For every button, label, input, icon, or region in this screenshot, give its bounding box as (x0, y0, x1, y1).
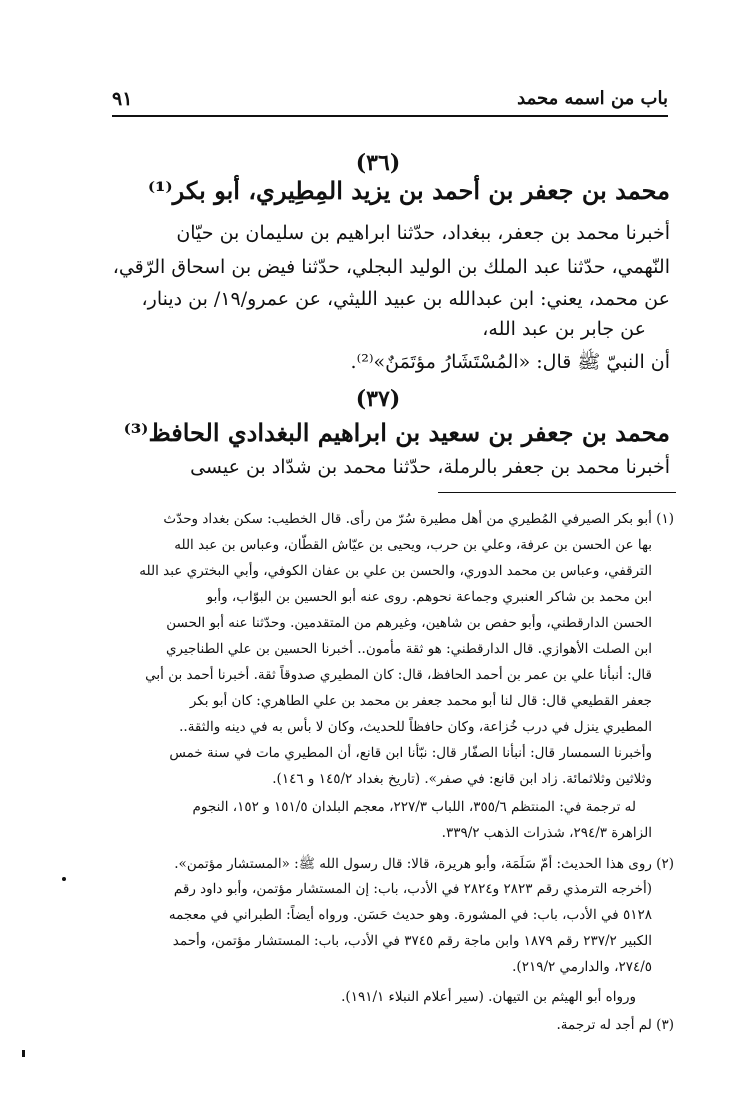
footnote-1-line-6: ابن الصلت الأهوازي. قال الدارقطني: هو ثقة مأمون.. أخبرنا الحسين بن علي الطناجيري (165, 641, 652, 657)
footnote-1-line-9: المطيري ينزل في درب خُزاعة، وكان حافظاً للحديث، وكان لا بأس به في دينه والثقة.. (179, 719, 652, 735)
footnote-2-line-2: (أخرجه الترمذي رقم ٢٨٢٣ و٢٨٢٤ في الأدب، باب: إن المستشار مؤتمن، وأبو داود رقم (173, 881, 652, 897)
footnote-2-line-5: ٢٧٤/٥، والدارمي ٢١٩/٢). (512, 959, 652, 975)
entry-number-36: (٣٦) (355, 150, 401, 176)
entry-heading-37: محمد بن جعفر بن سعيد بن ابراهيم البغدادي الحافظ⁽³⁾ (123, 418, 670, 447)
entry-heading-36: محمد بن جعفر بن أحمد بن يزيد المِطِيري، أبو بكر⁽¹⁾ (147, 176, 670, 205)
footnote-1-line-5: الحسن الدارقطني، وأبو حفص بن شاهين، وغيرهم من المتقدمين. وحدّثنا عنه أبو الحسن (166, 615, 652, 631)
entry-36-line-3: عن محمد، يعني: ابن عبدالله بن عبيد الليثي، عن عمرو/١٩/ بن دينار، (141, 288, 670, 310)
chapter-title: باب من اسمه محمد (517, 88, 668, 109)
footnote-2-line-6: ورواه أبو الهيثم بن التيهان. (سير أعلام النبلاء ١٩١/١). (341, 989, 636, 1005)
footnote-2-line-3: ٥١٢٨ في الأدب، باب: في المشورة. وهو حديث حَسَن. ورواه أيضاً: الطبراني في معجمه (168, 907, 652, 923)
entry-36-line-5: أن النبيّ ﷺ قال: «المُسْتَشَارُ مؤتَمَنٌ»⁽²⁾. (350, 351, 670, 373)
entry-36-line-2: النّهمي، حدّثنا عبد الملك بن الوليد البجلي، حدّثنا فيض بن اسحاق الرّقي، (112, 256, 670, 278)
entry-37-line-1: أخبرنا محمد بن جعفر بالرملة، حدّثنا محمد بن شدّاد بن عيسى (190, 456, 670, 478)
entry-36-line-4: عن جابر بن عبد الله، (482, 318, 646, 340)
header-divider (112, 115, 668, 117)
entry-36-line-1: أخبرنا محمد بن جعفر، ببغداد، حدّثنا ابراهيم بن سليمان بن حيّان (176, 222, 670, 244)
footnote-1-line-7: قال: أنبأنا علي بن عمر بن أحمد الحافظ، قال: كان المطيري صدوقاً ثقة. أخبرنا أحمد بن أبي (145, 667, 652, 683)
footnote-1-line-3: الترقفي، وعباس بن محمد الدوري، والحسن بن علي بن عفان الكوفي، وأبي البختري عبد الله (139, 563, 652, 579)
running-header (112, 86, 668, 114)
footnote-1-line-8: جعفر القطيعي قال: قال لنا أبو محمد جعفر بن محمد بن علي الطاهري: كان أبو بكر (189, 693, 652, 709)
margin-mark (62, 877, 66, 881)
entry-number-37: (٣٧) (355, 386, 401, 412)
footnote-divider (438, 492, 676, 493)
footnote-1-line-10: وأخبرنا السمسار قال: أنبأنا الصفّار قال: نبّأنا ابن قانع، أن المطيري مات في سنة خمس (169, 745, 652, 761)
footnote-1-line-4: ابن محمد بن شاكر العنبري وجماعة نحوهم. روى عنه أبو الحسين بن البوّاب، وأبو (206, 589, 652, 605)
margin-mark (22, 1050, 25, 1057)
footnote-1-line-12: له ترجمة في: المنتظم ٣٥٥/٦، اللباب ٢٢٧/٣، معجم البلدان ١٥١/٥ و ١٥٢، النجوم (192, 799, 636, 815)
footnote-1-line-2: بها عن الحسن بن عرفة، وعلي بن حرب، ويحيى بن عيّاش القطّان، وعباس بن عبد الله (174, 537, 652, 553)
page-number: ٩١ (112, 88, 133, 110)
footnote-1-line-1: (١) أبو بكر الصيرفي المُطيري من أهل مطيرة سُرّ من رأى. قال الخطيب: سكن بغداد وحدّث (163, 511, 674, 527)
footnote-2-line-4: الكبير ٢٣٧/٢ رقم ١٨٧٩ وابن ماجة رقم ٣٧٤٥ في الأدب، باب: المستشار مؤتمن، وأحمد (172, 933, 652, 949)
footnote-1-line-11: وثلاثين وثلاثمائة. زاد ابن قانع: في صفر». (تاريخ بغداد ١٤٥/٢ و ١٤٦). (272, 771, 652, 787)
footnote-3: (٣) لم أجد له ترجمة. (556, 1017, 674, 1033)
footnote-2-line-1: (٢) روى هذا الحديث: أمّ سَلَمَة، وأبو هريرة، قالا: قال رسول الله ﷺ: «المستشار مؤتمن». (174, 856, 674, 872)
footnote-1-line-13: الزاهرة ٢٩٤/٣، شذرات الذهب ٣٣٩/٢. (441, 825, 652, 841)
